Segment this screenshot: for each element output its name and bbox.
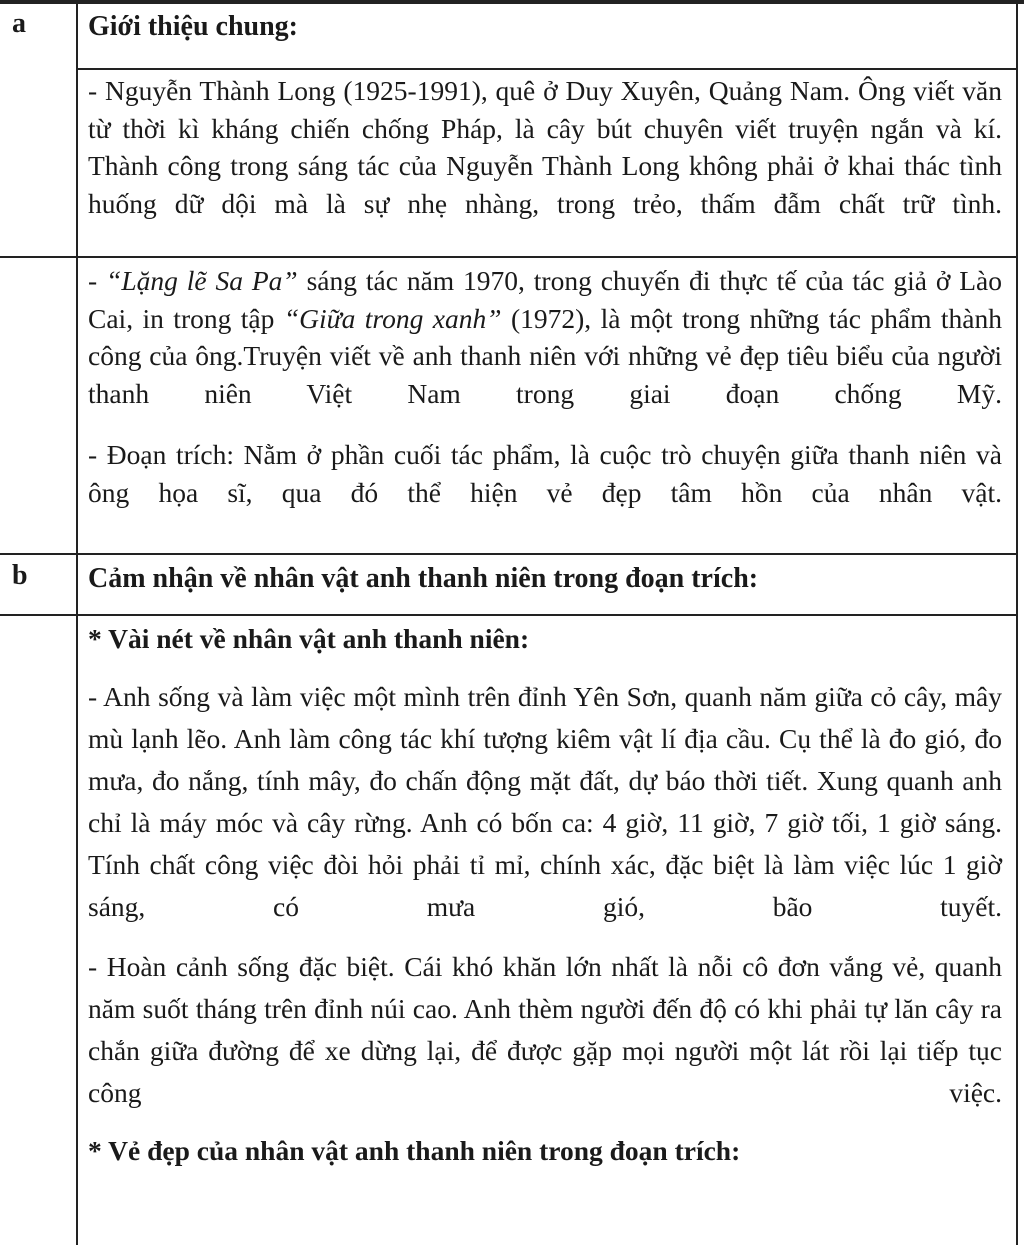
section-b-heading: Cảm nhận về nhân vật anh thanh niên trong đoạn trích:: [88, 563, 759, 594]
row-label-b: b: [12, 560, 28, 591]
subheading-character-beauty: * Vẻ đẹp của nhân vật anh thanh niên trong đoạn trích:: [88, 1134, 741, 1166]
section-a-heading: Giới thiệu chung:: [88, 11, 298, 42]
section-a-work-paragraph: [88, 262, 1002, 511]
row-divider: [76, 68, 1018, 70]
subheading-character-overview: * Vài nét về nhân vật anh thanh niên:: [88, 623, 530, 654]
author-intro-text: - Nguyễn Thành Long (1925-1991), quê ở Duy Xuyên, Quảng Nam. Ông viết văn từ thời kì kháng chiến chống Pháp, là cây bút chuyên viết truyện ngắn và kí. Thành công trong sáng tác của Nguyễn Thành Long không phải ở khai thác tình huống dữ dội mà là sự nhẹ nhàng, trong trẻo, thấm đẫm chất trữ tình.: [88, 75, 1002, 219]
column-divider: [76, 0, 78, 1245]
character-work-paragraph: - Anh sống và làm việc một mình trên đỉnh Yên Sơn, quanh năm giữa cỏ cây, mây mù lạnh lẽo. Anh làm công tác khí tượng kiêm vật lí địa cầu. Cụ thể là đo gió, đo mưa, đo nắng, tính mây, đo chấn động mặt đất, dự báo thời tiết. Xung quanh anh chỉ là máy móc và cây rừng. Anh có bốn ca: 4 giờ, 11 giờ, 7 giờ tối, 1 giờ sáng. Tính chất công việc đòi hỏi phải tỉ mỉ, chính xác, đặc biệt là làm việc lúc 1 giờ sáng, có mưa gió, bão tuyết.: [88, 680, 1002, 922]
table-right-border: [1016, 0, 1018, 1245]
excerpt-intro-text: - Đoạn trích: Nằm ở phần cuối tác phẩm, là cuộc trò chuyện giữa thanh niên và ông họa sĩ, qua đó thể hiện vẻ đẹp tâm hồn của nhân vật.: [88, 439, 1002, 508]
work-title: “Lặng lẽ Sa Pa”: [106, 265, 298, 296]
character-circumstance-paragraph: - Hoàn cảnh sống đặc biệt. Cái khó khăn lớn nhất là nỗi cô đơn vắng vẻ, quanh năm suốt tháng trên đỉnh núi cao. Anh thèm người đến độ có khi phải tự lăn cây ra chắn giữa đường để xe dừng lại, để được gặp mọi người một lát rồi lại tiếp tục công việc.: [88, 950, 1002, 1108]
row-divider: [0, 553, 1018, 555]
collection-title: “Giữa trong xanh”: [283, 302, 502, 334]
section-a-author-paragraph: [88, 72, 1002, 222]
section-b-content: [88, 620, 1002, 1169]
row-label-a: a: [12, 8, 26, 39]
row-divider: [0, 614, 1018, 616]
work-intro-text: - “Lặng lẽ Sa Pa” sáng tác năm 1970, trong chuyến đi thực tế của tác giả ở Lào Cai, in trong tập “Giữa trong xanh” (1972), là một trong những tác phẩm thành công của ông.Truyện viết về anh thanh niên với những vẻ đẹp tiêu biểu của người thanh niên Việt Nam trong giai đoạn chống Mỹ.: [88, 265, 1003, 409]
table-top-border: [0, 0, 1024, 4]
row-divider: [0, 256, 1018, 258]
